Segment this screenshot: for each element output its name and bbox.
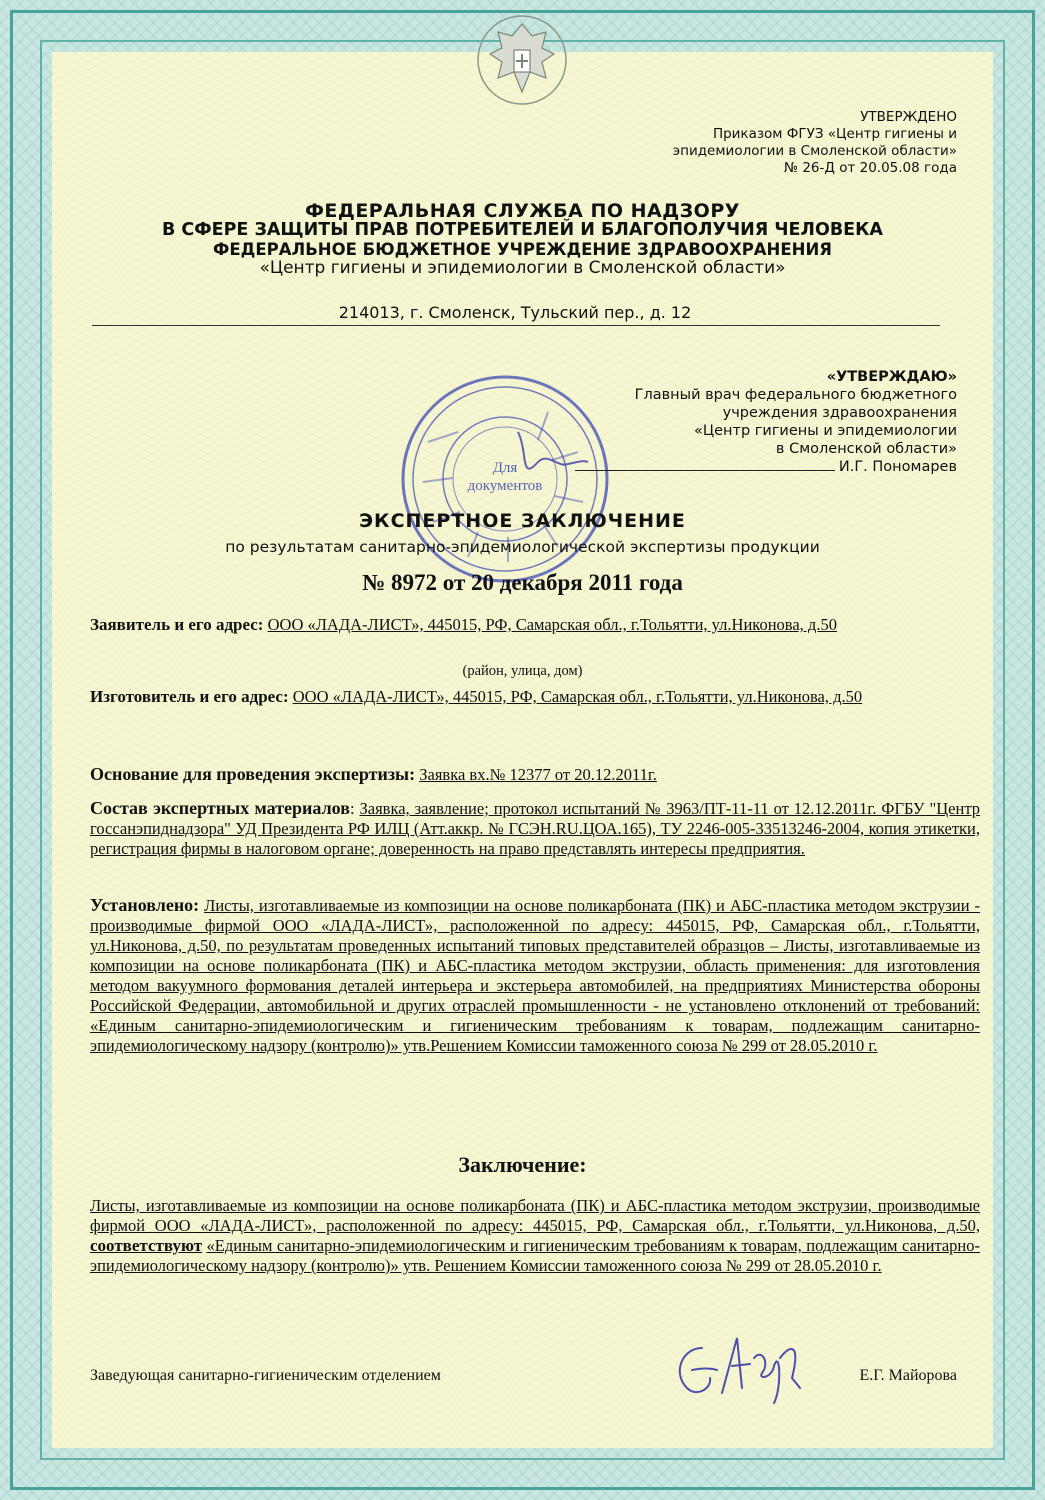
document-number: № 8972 от 20 декабря 2011 года (362, 570, 683, 595)
conclusion-part-1: Листы, изготавливаемые из композиции на основе поликарбоната (ПК) и АБС-пластика методом экструзии, производимые фирмой ООО «ЛАДА-ЛИСТ», расположенной по адресу: 445015, РФ, Самарская обл., г.Тольятти, ул.Никонова, д.50, (90, 1196, 980, 1235)
materials-label: Состав экспертных материалов (90, 798, 350, 818)
basis-value: Заявка вх.№ 12377 от 20.12.2011г. (419, 765, 657, 784)
document-title: ЭКСПЕРТНОЕ ЗАКЛЮЧЕНИЕ (359, 510, 686, 532)
established-paragraph (90, 895, 980, 1056)
manufacturer-value: ООО «ЛАДА-ЛИСТ», 445015, РФ, Самарская обл., г.Тольятти, ул.Никонова, д.50 (292, 687, 863, 706)
head-approval-line-4: «Центр гигиены и эпидемиологии (693, 423, 957, 439)
handwritten-signature-icon (662, 1318, 812, 1408)
org-line-3: ФЕДЕРАЛЬНОЕ БЮДЖЕТНОЕ УЧРЕЖДЕНИЕ ЗДРАВООХРАНЕНИЯ (213, 240, 832, 259)
org-address: 214013, г. Смоленск, Тульский пер., д. 12 (338, 303, 692, 322)
org-line-4: «Центр гигиены и эпидемиологии в Смоленской области» (259, 258, 786, 278)
applicant-label: Заявитель и его адрес: (90, 615, 264, 634)
conclusion-part-2: «Единым санитарно-эпидемиологическим и гигиеническим требованиям к товарам, подлежащим санитарно-эпидемиологическому надзору (контролю)» утв. Решением Комиссии таможенного союза № 299 от 28.05.2010 г. (90, 1236, 981, 1275)
manufacturer-paragraph (90, 687, 980, 707)
org-line-2: В СФЕРЕ ЗАЩИТЫ ПРАВ ПОТРЕБИТЕЛЕЙ И БЛАГОПОЛУЧИЯ ЧЕЛОВЕКА (162, 220, 883, 240)
materials-value: Заявка, заявление; протокол испытаний № 3963/ПТ-11-11 от 12.12.2011г. ФГБУ "Центр госсанэпиднадзора" УД Президента РФ ИЛЦ (Атт.аккр. № ГСЭН.RU.ЦОА.165), ТУ 2246-005-33513246-2004, копия этикетки, регистрация фирмы в налоговом органе; доверенность на право представлять интересы предприятия. (90, 799, 980, 858)
stamp-center-line-1: Для (492, 460, 518, 476)
head-approval-line-2: Главный врач федерального бюджетного (634, 387, 957, 403)
head-approval-line-5: в Смоленской области» (775, 441, 957, 457)
signer-position: Заведующая санитарно-гигиеническим отделением (90, 1367, 441, 1384)
head-approval-block (575, 368, 957, 476)
signer-name: Е.Г. Майорова (859, 1367, 957, 1384)
approved-line-4: № 26-Д от 20.05.08 года (783, 160, 957, 176)
head-approval-name: И.Г. Пономарев (838, 459, 957, 475)
established-label: Установлено: (90, 895, 200, 915)
signature-line (575, 458, 835, 471)
materials-paragraph: Состав экспертных материалов: Заявка, заявление; протокол испытаний № 3963/ПТ-11-11 от 12.12.2011г. ФГБУ "Центр госсанэпиднадзора" УД Президента РФ ИЛЦ (Атт.аккр. № ГСЭН.RU.ЦОА.165), ТУ 2246-005-33513246-2004, копия этикетки, регистрация фирмы в налоговом органе; доверенность на право представлять интересы предприятия. (90, 798, 980, 858)
emblem-icon (472, 14, 572, 106)
approved-line-2: Приказом ФГУЗ «Центр гигиены и (712, 126, 957, 142)
district-note: (район, улица, дом) (462, 663, 583, 679)
organization-header (90, 202, 955, 278)
org-line-1: ФЕДЕРАЛЬНАЯ СЛУЖБА ПО НАДЗОРУ (305, 200, 740, 222)
approved-block (673, 109, 957, 177)
basis-paragraph (90, 764, 980, 785)
head-approval-signature-row (575, 458, 957, 476)
applicant-paragraph (90, 615, 980, 635)
established-value: Листы, изготавливаемые из композиции на основе поликарбоната (ПК) и АБС-пластика методом экструзии - производимые фирмой ООО «ЛАДА-ЛИСТ», расположенной по адресу: 445015, РФ, Самарская обл., г.Тольятти, ул.Никонова, д.50, по результатам проведенных испытаний типовых представителей образцов – Листы, изготавливаемые из композиции на основе поликарбоната (ПК) и АБС-пластика методом экструзии, область применения: для изготовления методом вакуумного формования деталей интерьера и экстерьера автомобилей, на предприятиях Министерства обороны Российской Федерации, автомобильной и других отраслей промышленности - не установлено отклонений от требований: «Единым санитарно-эпидемиологическим и гигиеническим требованиям к товарам, подлежащим санитарно-эпидемиологическому надзору (контролю)» утв.Решением Комиссии таможенного союза № 299 от 28.05.2010 г. (90, 896, 980, 1055)
conclusion-bold-word: соответствуют (90, 1236, 203, 1255)
manufacturer-label: Изготовитель и его адрес: (90, 687, 289, 706)
head-approval-line-1: «УТВЕРЖДАЮ» (826, 369, 957, 385)
stamp-center-line-2: документов (467, 478, 543, 494)
applicant-value: ООО «ЛАДА-ЛИСТ», 445015, РФ, Самарская обл., г.Тольятти, ул.Никонова, д.50 (267, 615, 837, 634)
conclusion-paragraph (90, 1196, 980, 1276)
conclusion-title: Заключение: (458, 1152, 587, 1177)
approved-line-3: эпидемиологии в Смоленской области» (672, 143, 957, 159)
approved-line-1: УТВЕРЖДЕНО (860, 109, 957, 125)
head-approval-line-3: учреждения здравоохранения (722, 405, 957, 421)
document-subtitle: по результатам санитарно-эпидемиологической экспертизы продукции (225, 538, 820, 556)
basis-label: Основание для проведения экспертизы: (90, 764, 416, 784)
header-divider (92, 325, 940, 326)
